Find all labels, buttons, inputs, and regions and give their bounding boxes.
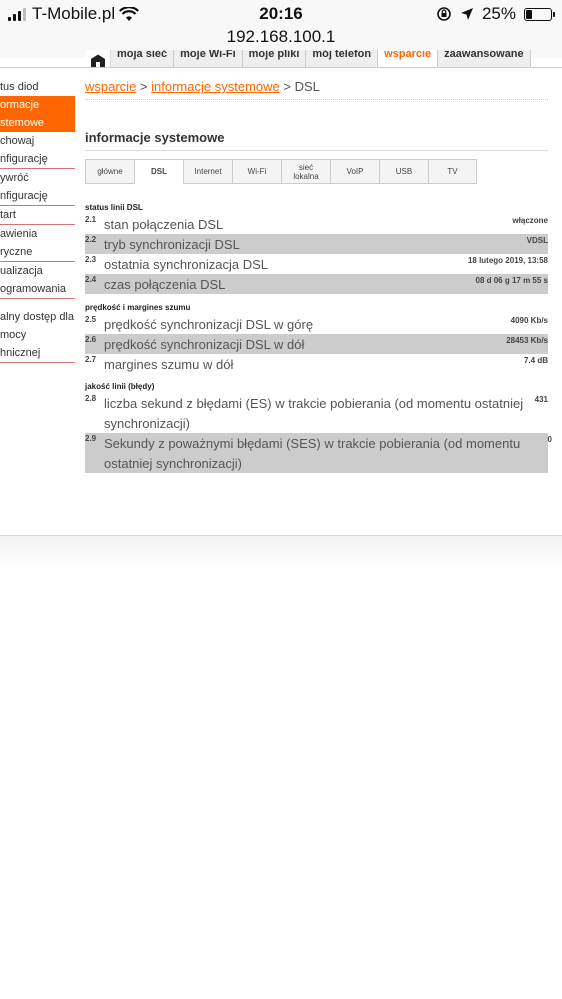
section-title-line-status: status linii DSL <box>85 203 143 212</box>
info-row <box>85 334 548 354</box>
nav-tab-moje-wifi[interactable]: moje Wi-Fi <box>174 50 243 68</box>
subtab-voip[interactable]: VoIP <box>330 159 379 184</box>
sidebar-item-label: ogramowania <box>0 283 67 295</box>
breadcrumb-link-wsparcie[interactable]: wsparcie <box>85 79 137 94</box>
row-number: 2.4 <box>85 275 97 284</box>
info-row <box>85 254 548 274</box>
row-number: 2.7 <box>85 355 97 364</box>
info-row <box>85 433 552 473</box>
row-label: prędkość synchronizacji DSL w dół <box>104 337 305 352</box>
subtab-label: sieć lokalna <box>293 162 319 181</box>
row-value: 7.4 dB <box>523 356 548 365</box>
breadcrumb-separator: > <box>279 79 295 94</box>
row-value: 431 <box>534 395 548 404</box>
breadcrumb-divider <box>85 99 548 100</box>
battery-icon <box>524 8 552 21</box>
row-value: 28453 Kb/s <box>506 336 548 345</box>
nav-tab-moja-siec[interactable]: moja sieć <box>111 50 174 68</box>
info-subtabs <box>85 159 477 184</box>
row-number: 2.5 <box>85 315 97 324</box>
subtab-usb[interactable]: USB <box>379 159 428 184</box>
row-value: 0 <box>547 435 552 444</box>
title-divider <box>85 150 548 151</box>
sidebar <box>0 78 75 363</box>
sidebar-item-label: nfigurację <box>0 153 48 165</box>
info-row <box>85 214 548 234</box>
subtab-glowne[interactable]: główne <box>85 159 134 184</box>
nav-tab-zaawansowane[interactable]: zaawansowane <box>438 50 530 68</box>
sidebar-item-zachowaj-konfiguracje[interactable] <box>0 132 75 169</box>
row-label: czas połączenia DSL <box>104 277 226 292</box>
clock: 20:16 <box>259 4 303 23</box>
row-label: tryb synchronizacji DSL <box>104 237 240 252</box>
sidebar-item-label: awienia <box>0 228 38 240</box>
sidebar-item-informacje-systemowe[interactable] <box>0 96 75 132</box>
home-icon <box>89 54 107 68</box>
address-url[interactable]: 192.168.100.1 <box>226 27 336 46</box>
sidebar-item-restart[interactable] <box>0 206 75 225</box>
sidebar-item-przywroc-konfiguracje[interactable] <box>0 169 75 206</box>
status-icons <box>436 4 552 24</box>
row-value: VDSL <box>526 236 548 245</box>
row-value: 4090 Kb/s <box>510 316 548 325</box>
subtab-wifi[interactable]: Wi-Fi <box>232 159 281 184</box>
subtab-internet[interactable]: Internet <box>183 159 232 184</box>
sidebar-item-ustawienia-fabryczne[interactable] <box>0 225 75 262</box>
row-number: 2.1 <box>85 215 97 224</box>
row-value: włączone <box>512 216 548 225</box>
page-title: informacje systemowe <box>85 130 225 145</box>
sidebar-item-label: tus diod <box>0 81 39 93</box>
row-label: prędkość synchronizacji DSL w górę <box>104 317 314 332</box>
row-number: 2.3 <box>85 255 97 264</box>
row-number: 2.8 <box>85 394 97 403</box>
row-value: 18 lutego 2019, 13:58 <box>467 256 548 265</box>
row-number: 2.9 <box>85 434 97 443</box>
sidebar-item-label: stemowe <box>0 117 45 129</box>
sidebar-item-label: ywróć <box>0 172 29 184</box>
sidebar-item-label: ualizacja <box>0 265 43 277</box>
nav-tab-moj-telefon[interactable]: mój telefon <box>306 50 378 68</box>
info-row <box>85 234 548 254</box>
sidebar-item-label: ryczne <box>0 246 33 258</box>
row-label: stan połączenia DSL <box>104 217 224 232</box>
nav-tab-wsparcie[interactable]: wsparcie <box>378 50 438 68</box>
sidebar-item-label: tart <box>0 209 16 221</box>
sidebar-item-status-diod[interactable] <box>0 78 75 96</box>
sidebar-item-label: alny dostęp dla <box>0 311 74 323</box>
battery-percent: 25% <box>481 4 516 23</box>
nav-tab-moje-pliki[interactable]: moje pliki <box>243 50 307 68</box>
sidebar-item-label: ormacje <box>0 99 40 111</box>
top-nav <box>86 50 531 68</box>
section-title-quality: jakość linii (błędy) <box>85 382 155 391</box>
sidebar-item-label: hnicznej <box>0 347 41 359</box>
location-icon <box>460 7 474 21</box>
subtab-siec-lokalna[interactable] <box>281 159 330 184</box>
sidebar-item-label: mocy <box>0 329 27 341</box>
info-row <box>85 274 548 294</box>
sidebar-item-label: nfigurację <box>0 190 48 202</box>
home-button[interactable] <box>86 50 111 68</box>
row-label: ostatnia synchronizacja DSL <box>104 257 269 272</box>
sidebar-item-label: chowaj <box>0 135 35 147</box>
sidebar-item-aktualizacja-oprogramowania[interactable] <box>0 262 75 299</box>
subtab-tv[interactable]: TV <box>428 159 477 184</box>
sidebar-item-zdalny-dostep[interactable] <box>0 308 75 363</box>
nav-divider <box>0 67 562 68</box>
info-row <box>85 393 548 433</box>
row-label: margines szumu w dół <box>104 357 234 372</box>
rotation-lock-icon <box>436 6 452 22</box>
breadcrumb-current: DSL <box>294 79 320 94</box>
row-label: Sekundy z poważnymi błędami (SES) w trakcie pobierania (od momentu ostatniej synchronizacji) <box>104 436 521 471</box>
row-label: liczba sekund z błędami (ES) w trakcie pobierania (od momentu ostatniej synchronizacji) <box>104 396 524 431</box>
carrier-name: T-Mobile.pl <box>32 4 116 23</box>
breadcrumb-link-informacje[interactable]: informacje systemowe <box>151 79 280 94</box>
row-number: 2.2 <box>85 235 97 244</box>
row-number: 2.6 <box>85 335 97 344</box>
info-row <box>85 314 548 334</box>
info-row <box>85 354 548 374</box>
row-value: 08 d 06 g 17 m 55 s <box>475 276 548 285</box>
subtab-dsl[interactable]: DSL <box>134 159 183 184</box>
section-title-speed: prędkość i margines szumu <box>85 303 191 312</box>
breadcrumb <box>85 79 320 94</box>
breadcrumb-separator: > <box>136 79 152 94</box>
page-footer-band <box>0 535 562 569</box>
